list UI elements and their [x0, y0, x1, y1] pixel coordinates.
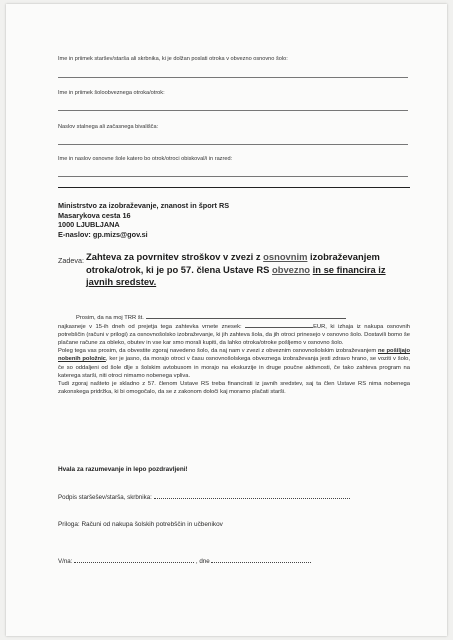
address-line[interactable] [58, 144, 408, 145]
address-label: Naslov stalnega ali začasnega bivališča: [58, 124, 159, 130]
attachment-note: Priloga: Računi od nakupa šolskih potrebščin in učbenikov [58, 521, 223, 528]
paragraph-2: Poleg tega vas prosim, da obvestite zgoraj navedeno šolo, da naj nam v zvezi z obveznim osnovnošolskim izobraževanjem ne pošiljajo nobenih položnic, ker je jasno, da morajo otroci v času osnovnošolskega obveznega izobraževanja jesti zdravo hrano, se voziti v šolo, če so oddaljeni od šole dlje s šolskim avtobusom in morajo na ekskurzije in druge poučne aktivnosti, če tako zahteva program na katerega starši, niti otroci nimamo nobenega vpliva. [58, 348, 410, 379]
recipient-line-1: Ministrstvo za izobraževanje, znanost in šport RS [58, 201, 230, 210]
date-label: , dne [195, 558, 210, 565]
no-invoices-emphasis: ne pošiljajo nobenih položnic [58, 348, 410, 363]
place-field[interactable] [74, 557, 194, 563]
subject-prefix: Zadeva: [58, 256, 84, 265]
child-name-line[interactable] [58, 110, 408, 111]
paragraph-1: najkasneje v 15-ih dneh od prejetja tega zahtevka vrnete znesek: EUR, ki izhaja iz nakupa osnovnih potrebščin (računi v prilogi) za osnovnošolsko izobraževanje, ki jih zahteva šola, da jih otroci prinesejo v osnovno šolo. Dostavili bomo še plačane račune za obleko, obutev in vse kar smo morali kupiti, da lahko otroka/otroke pošljemo v osnovno šolo. [58, 324, 410, 347]
date-field[interactable] [211, 557, 311, 563]
trr-line: Prosim, da na moj TRR št. [58, 313, 410, 322]
trr-field[interactable] [146, 313, 346, 319]
signature-label: Podpis staršešev/starša, skrbnika: [58, 494, 152, 501]
recipient-line-2: Masarykova cesta 16 [58, 210, 131, 220]
place-label: V/na: [58, 558, 73, 565]
section-divider [58, 187, 410, 188]
closing-line: Hvala za razumevanje in lepo pozdravljeni! [58, 466, 188, 473]
subject-part-1: Zahteva za povrnitev stroškov v zvezi z [86, 251, 261, 262]
subject-part-2: osnovnim [263, 251, 308, 262]
child-name-label: Ime in priimek šoloobveznega otroka/otrok: [58, 90, 165, 96]
subject-part-3: izobraževanjem otroka/otrok, ki je po 57. člena Ustave RS [86, 251, 380, 275]
amount-field[interactable] [245, 322, 313, 328]
recipient-email: E-naslov: gp.mizs@gov.si [58, 229, 148, 239]
recipient-address [58, 201, 229, 239]
subject-part-4: obvezno [272, 263, 311, 275]
letter-body [58, 313, 410, 396]
signature-row [58, 493, 350, 501]
subject-heading [86, 251, 410, 289]
document-page [6, 4, 447, 636]
parent-name-label: Ime in priimek staršev/starša ali skrbnika, ki je dolžan poslati otroka v obvezno osnovno šolo: [58, 56, 288, 62]
school-line[interactable] [58, 176, 408, 177]
place-date-row [58, 557, 311, 565]
parent-name-line[interactable] [58, 77, 408, 78]
paragraph-3: Tudi zgoraj našteto je skladno z 57. členom Ustave RS treba financirati iz javnih sredstev, saj ta člen Ustave RS nima nobenega zakonskega pridržka, ki bi omogočalo, da se z zakonom določi kaj moramo plačati starši. [58, 380, 410, 395]
signature-field[interactable] [154, 493, 350, 499]
recipient-line-3: 1000 LJUBLJANA [58, 220, 120, 230]
subject-part-5: in se financira iz javnih sredstev. [86, 263, 386, 287]
school-label: Ime in naslov osnovne šole katero bo otrok/otroci obiskoval/i in razred: [58, 156, 233, 162]
